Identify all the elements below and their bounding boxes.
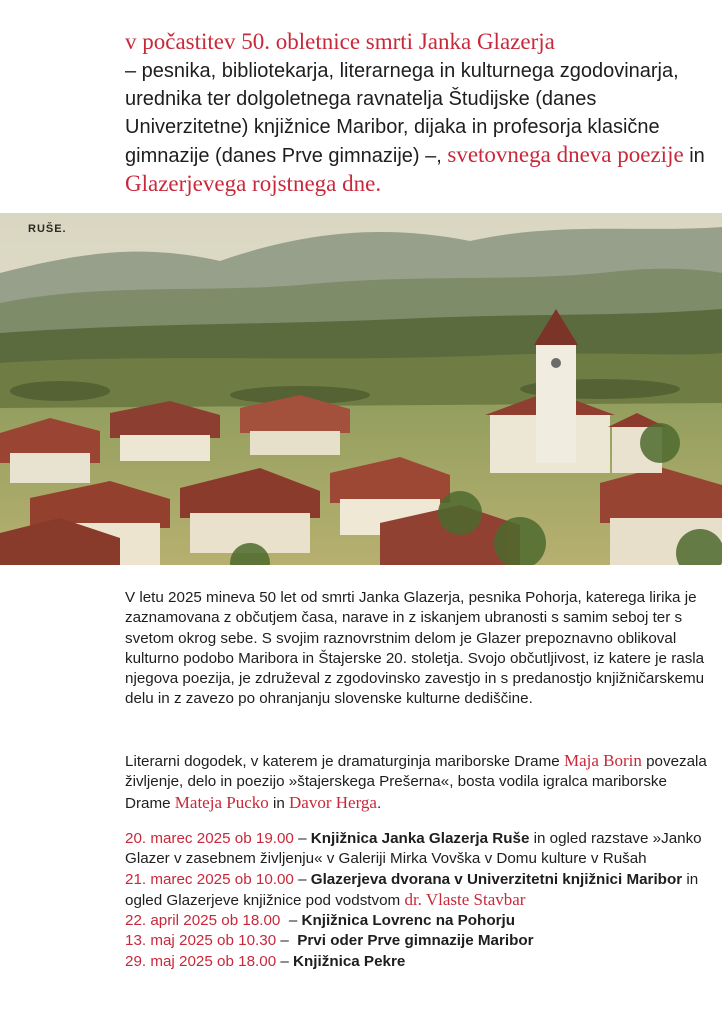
person-maja-borin: Maja Borin [563, 751, 642, 770]
p2-text-4: . [376, 794, 382, 812]
intro-highlight-2: Glazerjevega rojstnega dne. [125, 171, 382, 196]
person-davor-herga: Davor Herga [289, 792, 377, 812]
person-mateja-pucko: Mateja Pucko [174, 792, 269, 812]
event-date: 22. april 2025 ob 18.00 [125, 912, 281, 930]
p2-text-2: povezala življenje, delo in poezijo »štajerskega Prešerna«, bosta vodila igralca mariborske Drame [125, 753, 707, 812]
event-note: in ogled Glazerjeve knjižnice pod vodstvom [125, 870, 699, 909]
intro-highlight-1: svetovnega dneva poezije [447, 142, 684, 167]
event-item [125, 911, 710, 931]
event-item [125, 829, 710, 870]
event-note: in ogled razstave »Janko Glazer v zasebnem življenju« v Galeriji Mirka Vovška v Domu kulture v Rušah [125, 830, 702, 868]
event-date: 21. marec 2025 ob 10.00 [125, 870, 294, 888]
p2-text-1: Literarni dogodek, v katerem je dramaturginja mariborske Drame [125, 753, 564, 770]
intro-body: – pesnika, bibliotekarja, literarnega in kulturnega zgodovinarja, urednika ter dolgoletnega ravnatelja Študijske (danes Univerzitetne) knjižnice Maribor, dijaka in profesorja klasične gimnazije (danes Prve gimnazije) –, [125, 60, 679, 167]
event-venue: Knjižnica Lovrenc na Pohorju [301, 912, 516, 930]
ruse-postcard-image [0, 213, 722, 565]
event-dash: – [276, 952, 294, 970]
photo-caption: RUŠE. [28, 223, 67, 235]
paragraph-event-description [125, 751, 710, 814]
landscape-illustration [0, 213, 722, 565]
p2-text-3: in [268, 794, 290, 812]
event-item [125, 870, 710, 912]
event-date: 29. maj 2025 ob 18.00 [125, 952, 277, 970]
intro-heading: v počastitev 50. obletnice smrti Janka Glazerja [125, 29, 555, 54]
paragraph-about-glazer: V letu 2025 mineva 50 let od smrti Janka Glazerja, pesnika Pohorja, katerega lirika je zaznamovana z občutjem časa, narave in z iskanjem ubranosti s samim seboj ter s svetom okrog sebe. S svojim raznovrstnim delom je Glazer prepoznavno oblikoval kulturno podobo Maribora in Štajerske 20. stoletja. Svojo občutljivost, iz katere je rasla njegova poezija, je združeval z zgodovinsko zavestjo in s predanostjo knjižničarskemu delu in z zavezo po ohranjanju slovenske kulturne dediščine. [125, 589, 705, 708]
intro-connector: in [683, 145, 705, 167]
event-item [125, 952, 710, 972]
events-list [125, 829, 710, 972]
event-venue: Glazerjeva dvorana v Univerzitetni knjižnici Maribor [310, 870, 683, 888]
person-vlasta-stavbar: dr. Vlaste Stavbar [404, 889, 526, 909]
event-date: 20. marec 2025 ob 19.00 [125, 830, 294, 847]
event-venue: Prvi oder Prve gimnazije Maribor [297, 932, 534, 950]
event-dash: – [293, 830, 311, 847]
event-dash: – [293, 870, 311, 888]
intro-block [125, 28, 715, 199]
event-dash: – [276, 932, 298, 950]
event-date: 13. maj 2025 ob 10.30 [125, 932, 277, 950]
event-item [125, 931, 710, 951]
event-dash: – [280, 912, 302, 930]
event-venue: Knjižnica Pekre [293, 952, 406, 970]
event-venue: Knjižnica Janka Glazerja Ruše [310, 830, 530, 847]
